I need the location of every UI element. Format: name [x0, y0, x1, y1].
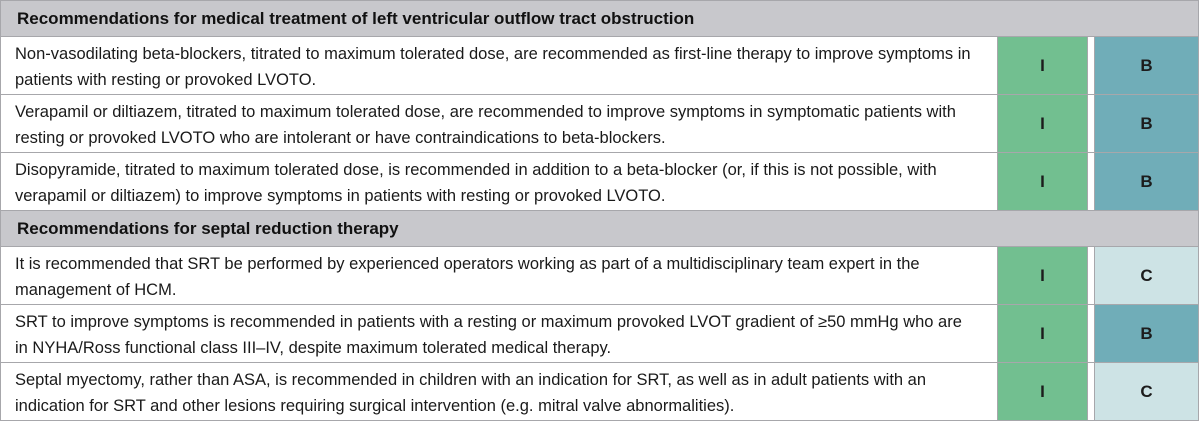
level-cell: C — [1094, 247, 1198, 304]
level-cell: B — [1094, 95, 1198, 152]
table-row — [1, 304, 1198, 362]
recommendation-text: Disopyramide, titrated to maximum tolerated dose, is recommended in addition to a beta-blocker (or, if this is not possible, with verapamil or diltiazem) to improve symptoms in patients with resting or provoked LVOTO. — [15, 161, 937, 205]
level-cell: B — [1094, 37, 1198, 94]
class-cell: I — [997, 95, 1088, 152]
table-row — [1, 246, 1198, 304]
recommendation-text: SRT to improve symptoms is recommended in patients with a resting or maximum provoked LVOT gradient of ≥50 mmHg who are in NYHA/Ross functional class III–IV, despite maximum tolerated medical therapy. — [15, 313, 962, 357]
class-cell: I — [997, 37, 1088, 94]
table-row — [1, 362, 1198, 420]
section-title: Recommendations for medical treatment of left ventricular outflow tract obstruction — [17, 8, 695, 28]
level-cell: C — [1094, 363, 1198, 420]
section-title: Recommendations for septal reduction therapy — [17, 218, 399, 238]
class-cell: I — [997, 247, 1088, 304]
recommendation-text: Non-vasodilating beta-blockers, titrated to maximum tolerated dose, are recommended as first-line therapy to improve symptoms in patients with resting or provoked LVOTO. — [15, 45, 971, 89]
table-row — [1, 94, 1198, 152]
table-row — [1, 36, 1198, 94]
recommendation-text: Verapamil or diltiazem, titrated to maximum tolerated dose, are recommended to improve symptoms in symptomatic patients with resting or provoked LVOTO who are intolerant or have contraindications to beta-blockers. — [15, 103, 956, 147]
class-cell: I — [997, 363, 1088, 420]
level-cell: B — [1094, 305, 1198, 362]
table-row — [1, 152, 1198, 210]
level-cell: B — [1094, 153, 1198, 210]
recommendation-text: Septal myectomy, rather than ASA, is recommended in children with an indication for SRT, as well as in adult patients with an indication for SRT and other lesions requiring surgical intervention (e.g. mitral valve abnormalities). — [15, 371, 927, 415]
class-cell: I — [997, 305, 1088, 362]
class-cell: I — [997, 153, 1088, 210]
section-header — [1, 210, 1198, 246]
section-header — [1, 0, 1198, 36]
recommendation-text: It is recommended that SRT be performed by experienced operators working as part of a multidisciplinary team expert in the management of HCM. — [15, 255, 920, 299]
